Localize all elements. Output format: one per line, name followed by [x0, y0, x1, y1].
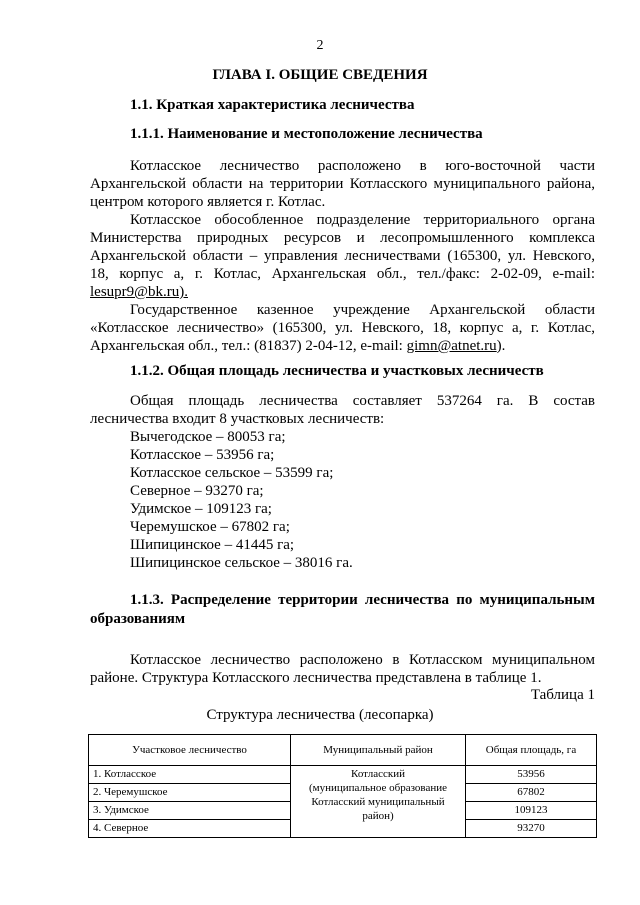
paragraph-line: Государственное казенное учреждение Архангельской области	[130, 302, 595, 318]
list-item: Шипицинское сельское – 38016 га.	[130, 555, 353, 571]
chapter-title: ГЛАВА I. ОБЩИЕ СВЕДЕНИЯ	[212, 67, 428, 83]
page-number: 2	[316, 38, 324, 53]
list-item: Удимское – 109123 га;	[130, 501, 272, 517]
structure-table	[88, 734, 597, 838]
heading-line: 1.1.3. Распределение территории лесничества по муниципальным	[130, 592, 595, 608]
forestry-name-cell: 1. Котласское	[89, 766, 291, 784]
section-heading-1-1-1: 1.1.1. Наименование и местоположение лесничества	[130, 126, 483, 142]
column-header-forestry: Участковое лесничество	[89, 735, 291, 766]
paragraph-line: Архангельской области на территории Котласского муниципального района,	[90, 176, 595, 192]
paragraph-line: Котласское обособленное подразделение территориального органа	[130, 212, 595, 228]
district-cell	[291, 766, 466, 838]
paragraph-line: лесничества входит 8 участковых лесничеств:	[90, 411, 385, 427]
paragraph-line: Котласское лесничество расположено в Котласском муниципальном	[130, 652, 595, 668]
contact-text: Архангельская обл., тел.: (81837) 2-04-12, e-mail:	[90, 338, 407, 354]
forestry-name-cell: 4. Северное	[89, 820, 291, 838]
list-item: Северное – 93270 га;	[130, 483, 264, 499]
paragraph-line: Котласское лесничество расположено в юго-восточной части	[130, 158, 595, 174]
table-caption: Структура лесничества (лесопарка)	[206, 707, 434, 723]
list-item: Шипицинское – 41445 га;	[130, 537, 295, 553]
column-header-district: Муниципальный район	[291, 735, 466, 766]
email-link-gimn[interactable]: gimn@atnet.ru	[406, 338, 497, 354]
area-cell: 93270	[466, 820, 597, 838]
paragraph-line: Министерства природных ресурсов и лесопромышленного комплекса	[90, 230, 595, 246]
list-item: Черемушское – 67802 га;	[130, 519, 290, 535]
forestry-name-cell: 3. Удимское	[89, 802, 291, 820]
paragraph-line: 18, корпус а, г. Котлас, Архангельская обл., тел./факс: 2-02-09, e-mail:	[90, 266, 595, 282]
paragraph-line: Общая площадь лесничества составляет 537264 га. В состав	[130, 393, 595, 409]
paragraph-line: Архангельской области – управления лесничествами (165300, ул. Невского,	[90, 248, 595, 264]
area-cell: 109123	[466, 802, 597, 820]
table-row	[89, 766, 597, 784]
district-line: Котласский	[351, 768, 405, 780]
email-link-lesupr[interactable]: lesupr9@bk.ru).	[90, 284, 188, 300]
area-cell: 53956	[466, 766, 597, 784]
paragraph-line: центром которого является г. Котлас.	[90, 194, 326, 210]
district-line: (муниципальное образование	[308, 782, 448, 794]
section-heading-1-1: 1.1. Краткая характеристика лесничества	[130, 97, 415, 113]
paragraph-line: районе. Структура Котласского лесничества представлена в таблице 1.	[90, 670, 542, 686]
paragraph-line: «Котласское лесничество» (165300, ул. Невского, 18, корпус а, г. Котлас,	[90, 320, 595, 336]
contact-text-end: ).	[496, 338, 506, 354]
section-heading-1-1-2: 1.1.2. Общая площадь лесничества и участковых лесничеств	[130, 363, 544, 379]
table-label: Таблица 1	[530, 687, 595, 703]
heading-line: образованиям	[90, 611, 186, 627]
list-item: Котласское сельское – 53599 га;	[130, 465, 334, 481]
district-line: Котласский муниципальный	[311, 796, 445, 808]
paragraph-line	[90, 337, 505, 355]
list-item: Котласское – 53956 га;	[130, 447, 275, 463]
table-header-row	[89, 735, 597, 766]
district-line: район)	[362, 810, 394, 822]
column-header-area: Общая площадь, га	[466, 735, 597, 766]
list-item: Вычегодское – 80053 га;	[130, 429, 286, 445]
area-cell: 67802	[466, 784, 597, 802]
forestry-name-cell: 2. Черемушское	[89, 784, 291, 802]
